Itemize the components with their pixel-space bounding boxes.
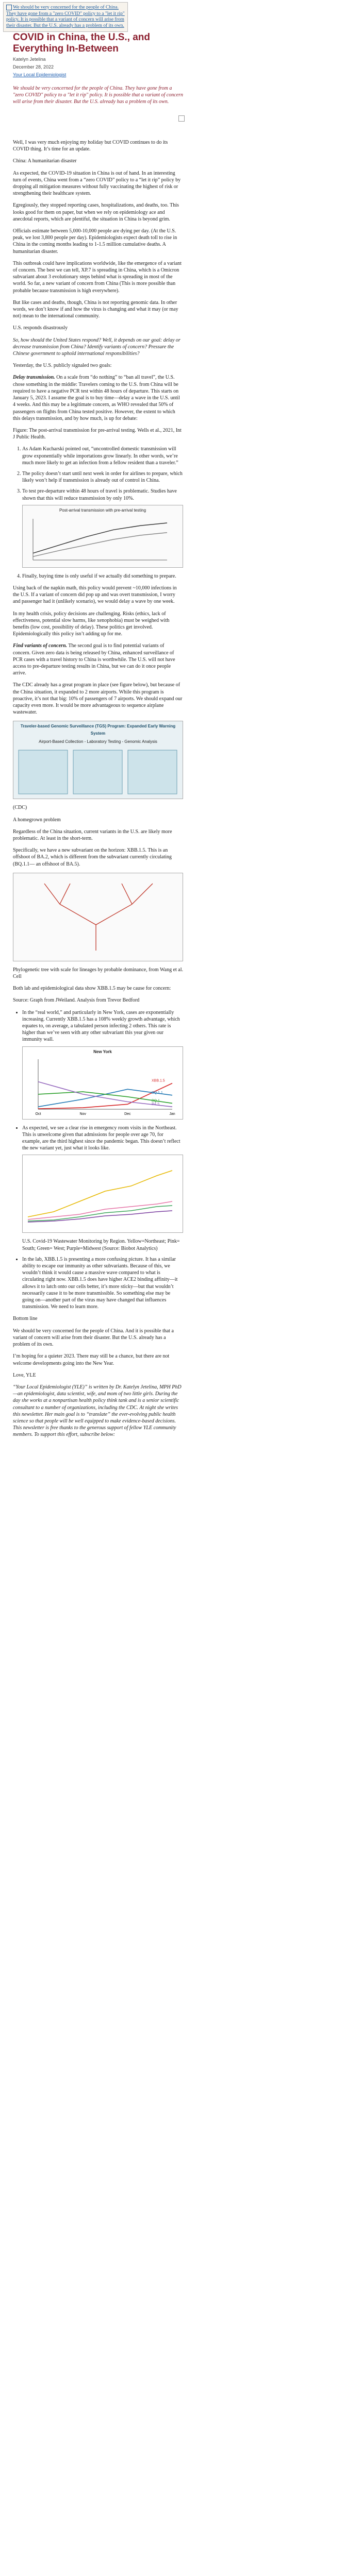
new-york-chart	[22, 1046, 183, 1120]
paragraph-text: On a scale from “do nothing” to “ban all travel”, the U.S. chose something in the middle: Travelers coming to the U.S. from China will be required to have a negative PCR test within 48 hours of departure. This starts on January 5, 2023. I assume the goal is to buy time—delay a wave in the U.S. until 4 weeks. And this may be a legitimate concern, as WHO revealed that 50% of passengers on flights from China tested positive. However, the extent to which this delays transmission, and by how much, is up for debate:	[13, 375, 180, 421]
cdc-graphic	[13, 721, 183, 799]
section-heading: China: A humanitarian disaster	[13, 158, 77, 164]
list-item-text: In the “real world,” and particularly in New York, cases are exponentially increasing. Currently XBB.1.5 has a 108% weekly growth advantage, which equates to, on average, a tabulated person infecting 2 others. This rate is higher than we’ve seen with any other subvariant this year given our immunity wall.	[22, 1009, 180, 1043]
list-item: 1. As Adam Kucharski pointed out, “uncontrolled domestic transmission will grow exponentially while importations grow linearly. In other words, we’re much more likely to get an infection from a fellow resident than a traveler.”	[22, 446, 183, 466]
subheading: Find variants of concern.	[13, 643, 68, 649]
series-label: BQ.1	[152, 1099, 160, 1103]
new-york-chart-plot	[23, 1055, 177, 1117]
panel-airport	[19, 750, 68, 794]
paragraph: Officials estimate between 5,000-10,000 people are dying per day. (At the U.S. peak, we lost 3,800 people per day). Epidemiologists expect death toll to rise in China in the coming months leading to 1-1.5 million cumulative deaths. A humanitarian disaster.	[13, 228, 177, 255]
wastewater-chart	[23, 1155, 177, 1230]
x-tick-label: Nov	[79, 1112, 86, 1116]
panel-lab	[73, 750, 122, 794]
chart-title: New York	[93, 1049, 112, 1054]
list-item-text: As expected, we see a clear rise in emergency room visits in the Northeast. This is unwelcome given that admissions for people over age 70, for example, are the third highest since the pandemic began. This doesn’t reflect the new variant yet, just what it looks like.	[22, 1125, 180, 1151]
tree-branches	[44, 884, 153, 951]
article-body	[13, 139, 183, 1444]
list-item: 2. The policy doesn’t start until next week in order for airlines to prepare, which likely won’t help if transmission is already out of control in China.	[22, 470, 183, 484]
paragraph: Egregiously, they stopped reporting cases, hospitalizations, and deaths, too. This looks good for them on paper, but when we rely on epidemiology ace and anecdotal reports, which are plentiful, the situation in China is beyond grim.	[13, 202, 179, 222]
paragraph-text: The second goal is to find potential variants of concern. Given zero data is being released by China, enhanced surveillance of PCR cases with a travel history to China is worthwhile. The U.S. will not have access to pre-departure testing results in China, but we can do it once people arrive.	[13, 643, 175, 676]
broken-image-icon	[178, 115, 185, 122]
x-tick-label: Dec	[124, 1112, 131, 1116]
figure-title: Post-arrival transmission with pre-arrival testing	[59, 507, 146, 513]
publish-date: December 28, 2022	[13, 64, 54, 70]
figure-caption: U.S. Covid-19 Wastewater Monitoring by Region. Yellow=Northeast; Pink= South; Green= West; Purple=Midwest (Source: Biobot Analytics)	[22, 1239, 180, 1251]
lede: We should be very concerned for the people of China. They have gone from a "zero COVID" policy to a "let it rip" policy. It is possible that a variant of concern will arise from their disaster. But the U.S. already has a problem of its own.	[13, 86, 183, 105]
list-item: • In the lab, XBB.1.5 is presenting a more confusing picture. It has a similar ability to escape our immunity as other subvariants. Because of this, we wouldn’t think it would cause a massive wave compared to what is circulating right now. XBB.1.5 does have higher ACE2 binding affinity—it allows it to latch onto our cells better, it’s more sticky—but that wouldn’t necessarily cause it to be more transmissible. So something else may be going on—another part of the virus may have changed that influences transmission. We need to learn more.	[22, 1256, 183, 1311]
list-item: 4. Finally, buying time is only useful if we actually did something to prepare.	[22, 573, 183, 580]
cdc-graphic-illustration	[13, 745, 183, 802]
promo-banner[interactable]	[3, 2, 128, 32]
section-heading: Bottom line	[13, 1316, 38, 1322]
paragraph: In my health crisis, policy decisions are challenging. Risks (ethics, lack of effectiveness, potential slow harms, like xenophobia) must be weighed with benefits (low cost, possibility of delay). These politics get involved. Epidemiologically this policy isn’t adding up for me.	[13, 611, 170, 637]
x-tick-label: Oct	[35, 1112, 41, 1116]
x-tick-label: Jan	[169, 1112, 175, 1116]
subheading: Delay transmission.	[13, 375, 55, 381]
paragraph: Specifically, we have a new subvariant on the horizon: XBB.1.5. This is an offshoot of BA.2, which is different from the subvariant currently circulating (BQ.1.1— an offshoot of BA.5).	[13, 848, 172, 867]
numbered-list	[13, 446, 183, 580]
list-item	[22, 1009, 183, 1120]
paragraph: But like cases and deaths, though, China is not reporting genomic data. In other words, we don’t know if and how the virus is changing and what it may (or may not) mean to the international community.	[13, 299, 178, 319]
article-header	[13, 32, 348, 105]
figure-caption: (CDC)	[13, 805, 27, 811]
paragraph: We should be very concerned for the people of China. And it is possible that a variant of concern will arise from their disaster. But the U.S. already has a problem of its own.	[13, 1328, 174, 1348]
series-line-48h	[33, 533, 167, 557]
paragraph	[13, 642, 183, 676]
series-label: XBB.1.5	[152, 1079, 165, 1083]
section-heading: A homegrown problem	[13, 817, 61, 823]
page-title: COVID in China, the U.S., and Everything In-Between	[13, 32, 151, 54]
paragraph: Love, YLE	[13, 1372, 36, 1378]
bullet-list	[13, 1009, 183, 1311]
paragraph: This outbreak could have implications worldwide, like the emergence of a variant of concern. The best we can tell, XP.7 is spreading in China, which is a Omicron subvariant about 3 evolutionary steps behind what is spreading in most of the world. So far, a new variant of concern from China (This is more possible than probable because transmission is high everywhere).	[13, 260, 182, 294]
section-heading: U.S. responds disastrously	[13, 325, 68, 331]
paragraph: Both lab and epidemiological data show XBB.1.5 may be cause for concern:	[13, 986, 171, 992]
list-item	[22, 488, 183, 567]
west-line	[28, 1206, 172, 1221]
list-item	[22, 1125, 183, 1252]
wastewater-figure	[22, 1155, 183, 1233]
phylogenetic-tree	[13, 873, 183, 960]
publication-link[interactable]: Your Local Epidemiologist	[13, 72, 67, 77]
testing-figure	[22, 505, 183, 568]
link-icon	[6, 5, 12, 10]
paragraph: So, how should the United States respond? Well, it depends on our goal: delay or decrease transmission from China? Identify variants of concern? Pressure the Chinese government to uphold international responsibilities?	[13, 337, 180, 357]
author-name: Katelyn Jetelina	[13, 57, 46, 62]
panel-analysis	[128, 750, 177, 794]
promo-link[interactable]: We should be very concerned for the people of China. They have gone from a "zero COVID" policy to a "let it rip" policy. It is possible that a variant of concern will arise from their disaster. But the U.S. already has a problem of its own.	[6, 5, 125, 29]
paragraph: As expected, the COVID-19 situation in China is out of hand. In an interesting turn of events, China went from a “zero COVID” policy to a “let it rip” policy by dropping all mitigation measures without fully vaccinating the highest of risk or strengthening their healthcare system.	[13, 170, 181, 197]
paragraph: Yesterday, the U.S. publicly signaled two goals:	[13, 363, 112, 369]
cdc-graphic-subtitle: Airport-Based Collection - Laboratory Testing - Genomic Analysis	[39, 739, 157, 744]
figure-caption: Phylogenetic tree with scale for lineages by probable dominance, from Wang et al. Cell	[13, 967, 184, 980]
paragraph: Regardless of the China situation, current variants in the U.S. are likely more problematic. At least in the short-term.	[13, 828, 172, 841]
series-label: BQ.1.1	[152, 1091, 163, 1095]
figure-caption: Figure: The post-arrival transmission for pre-arrival testing. Wells et al., 2021, Int J Public Health.	[13, 427, 182, 440]
paragraph: The CDC already has a great program in place (see figure below), but because of the China situation, it expanded to 2 more airports. While this program is proactive, it’s not that big: 10% of passengers of 7 airports. We should expand our capacity even more. It would be more advantageous to sequence airplane wastewater.	[13, 682, 183, 716]
list-item-text: To test pre-departure within 48 hours of travel is problematic. Studies have shown that this will reduce transmission by only 10%.	[22, 488, 177, 501]
paragraph: Using back of the napkin math, this policy would prevent ~10,000 infections in the U.S. If a variant of concern did pop up and was overt transmission, I worry and passenger had it (unlikely scenario), we would delay a wave by one week.	[13, 585, 177, 605]
paragraph: I’m hoping for a quieter 2023. There may still be a chance, but there are not welcome developments going into the New Year.	[13, 1353, 170, 1366]
phylogenetic-tree-figure	[13, 873, 183, 961]
paragraph: Well, I was very much enjoying my holiday but COVID continues to do its COVID thing. It’s time for an update.	[13, 140, 168, 152]
series-line-24h	[33, 523, 167, 553]
testing-chart	[23, 514, 172, 565]
figure-caption: Source: Graph from JWeiland. Analysis from Trevor Bedford	[13, 997, 140, 1004]
author-bio: “Your Local Epidemiologist (YLE)” is written by Dr. Katelyn Jetelina, MPH PhD—an epidemiologist, data scientist, wife, and mom of two little girls. During the day she works at a nonpartisan health policy think tank and is a senior scientific consultant to a number of organizations, including the CDC. At night she writes this newsletter. Her main goal is to “translate” the ever-evolving public health science so that people will be well equipped to make evidence-based decisions. This newsletter is free thanks to the generous support of fellow YLE community members. To support this effort, subscribe below:	[13, 1384, 182, 1438]
series-label: BA.5	[152, 1102, 160, 1106]
cdc-graphic-title: Traveler-based Genomic Surveillance (TGS) Program: Expanded Early Warning System	[20, 724, 176, 736]
paragraph	[13, 374, 183, 421]
